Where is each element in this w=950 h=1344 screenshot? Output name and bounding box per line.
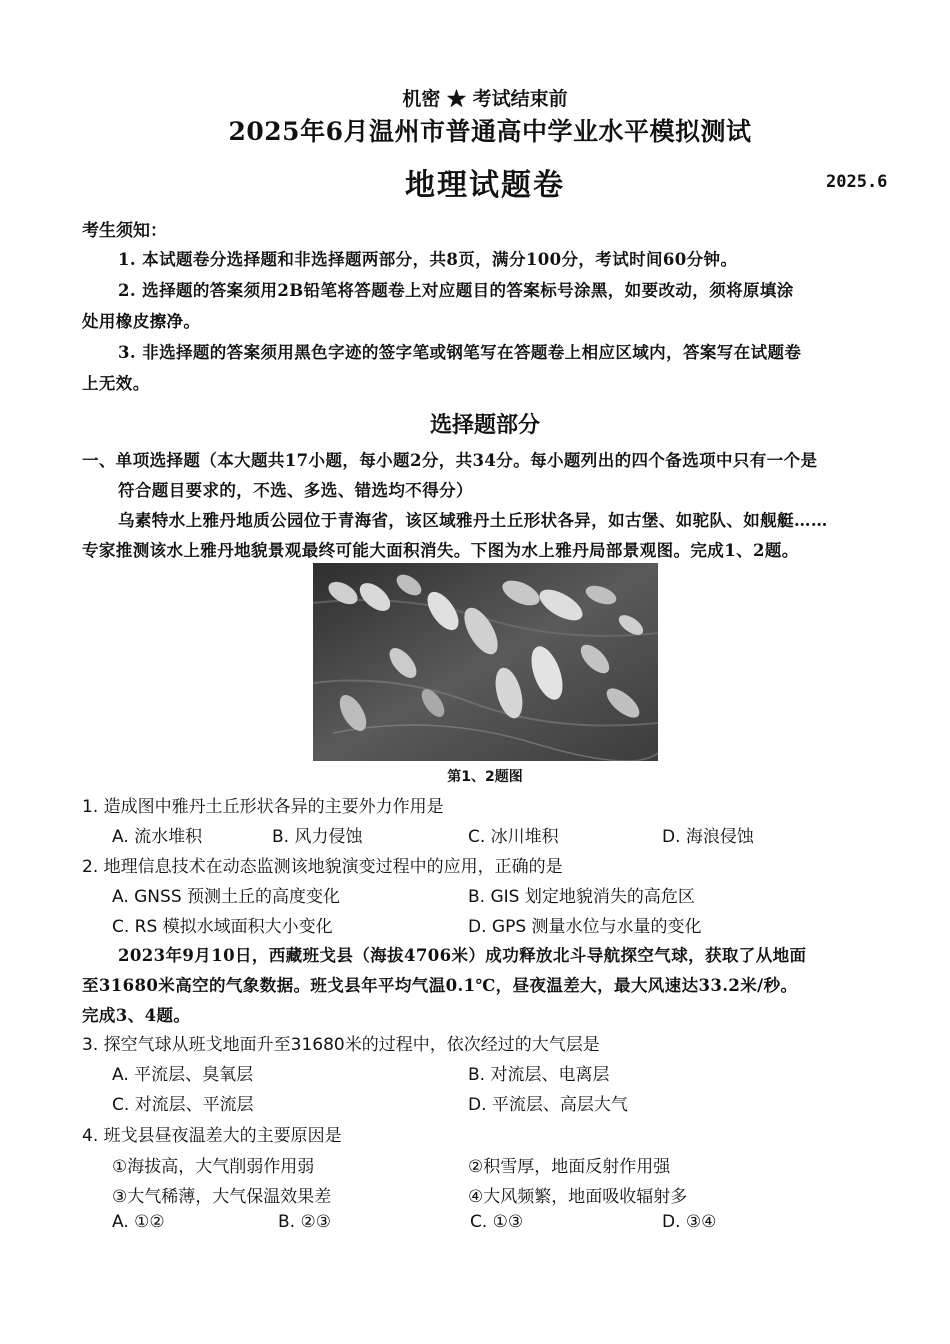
part-heading-line-1: 一、单项选择题（本大题共17小题，每小题2分，共34分。每小题列出的四个备选项中只有一个是 <box>82 451 818 470</box>
question-3-stem: 3. 探空气球从班戈地面升至31680米的过程中，依次经过的大气层是 <box>82 1035 600 1055</box>
question-3-option-b: B. 对流层、电离层 <box>468 1065 610 1085</box>
question-1-stem: 1. 造成图中雅丹土丘形状各异的主要外力作用是 <box>82 797 444 817</box>
notice-item-2-line-2: 处用橡皮擦净。 <box>82 312 201 331</box>
passage-2-line-1: 2023年9月10日，西藏班戈县（海拔4706米）成功释放北斗导航探空气球，获取了从地面 <box>118 946 807 965</box>
question-2-option-b: B. GIS 划定地貌消失的高危区 <box>468 887 695 907</box>
question-3-option-d: D. 平流层、高层大气 <box>468 1095 628 1115</box>
question-4-statement-3: ③大气稀薄，大气保温效果差 <box>112 1187 332 1207</box>
question-1-option-c: C. 冰川堆积 <box>468 827 559 847</box>
part-heading-line-2: 符合题目要求的，不选、多选、错选均不得分） <box>118 481 473 500</box>
yardang-landscape-photo <box>313 563 658 761</box>
notice-item-3-line-1: 3. 非选择题的答案须用黑色字迹的签字笔或钢笔写在答题卷上相应区域内，答案写在试题卷 <box>118 343 802 362</box>
question-4-statement-4: ④大风频繁，地面吸收辐射多 <box>468 1187 688 1207</box>
question-4-stem: 4. 班戈县昼夜温差大的主要原因是 <box>82 1126 342 1146</box>
question-3-option-c: C. 对流层、平流层 <box>112 1095 254 1115</box>
notice-item-1: 1. 本试题卷分选择题和非选择题两部分，共8页，满分100分，考试时间60分钟。 <box>118 250 738 269</box>
subject-title: 地理试题卷 <box>405 168 565 203</box>
question-1-option-a: A. 流水堆积 <box>112 827 203 847</box>
question-4-statement-2: ②积雪厚，地面反射作用强 <box>468 1157 671 1177</box>
confidential-label: 机密 ★ 考试结束前 <box>402 88 568 110</box>
question-4-option-d: D. ③④ <box>662 1212 717 1232</box>
passage-1-line-2: 专家推测该水上雅丹地貌景观最终可能大面积消失。下图为水上雅丹局部景观图。完成1、2题。 <box>82 541 799 560</box>
question-4-statement-1: ①海拔高，大气削弱作用弱 <box>112 1157 315 1177</box>
figure-caption: 第1、2题图 <box>447 769 523 785</box>
question-4-option-c: C. ①③ <box>470 1212 524 1232</box>
question-2-stem: 2. 地理信息技术在动态监测该地貌演变过程中的应用，正确的是 <box>82 857 563 877</box>
question-1-option-d: D. 海浪侵蚀 <box>662 827 754 847</box>
exam-title: 2025年6月温州市普通高中学业水平模拟测试 <box>228 117 752 146</box>
question-3-option-a: A. 平流层、臭氧层 <box>112 1065 254 1085</box>
question-2-option-c: C. RS 模拟水域面积大小变化 <box>112 917 333 937</box>
exam-date: 2025.6 <box>826 172 888 192</box>
question-2-option-d: D. GPS 测量水位与水量的变化 <box>468 917 702 937</box>
section-title: 选择题部分 <box>429 412 540 438</box>
question-4-option-b: B. ②③ <box>278 1212 331 1232</box>
passage-1-line-1: 乌素特水上雅丹地质公园位于青海省，该区域雅丹土丘形状各异，如古堡、如驼队、如舰艇…… <box>118 511 828 530</box>
question-2-option-a: A. GNSS 预测土丘的高度变化 <box>112 887 341 907</box>
question-4-option-a: A. ①② <box>112 1212 165 1232</box>
notice-title: 考生须知： <box>82 221 167 241</box>
question-1-option-b: B. 风力侵蚀 <box>272 827 363 847</box>
notice-item-3-line-2: 上无效。 <box>82 374 150 393</box>
notice-item-2-line-1: 2. 选择题的答案须用2B铅笔将答题卷上对应题目的答案标号涂黑，如要改动，须将原填涂 <box>118 281 794 300</box>
passage-2-line-3: 完成3、4题。 <box>82 1006 191 1025</box>
passage-2-line-2: 至31680米高空的气象数据。班戈县年平均气温0.1℃，昼夜温差大，最大风速达33.2米/秒。 <box>82 976 798 995</box>
